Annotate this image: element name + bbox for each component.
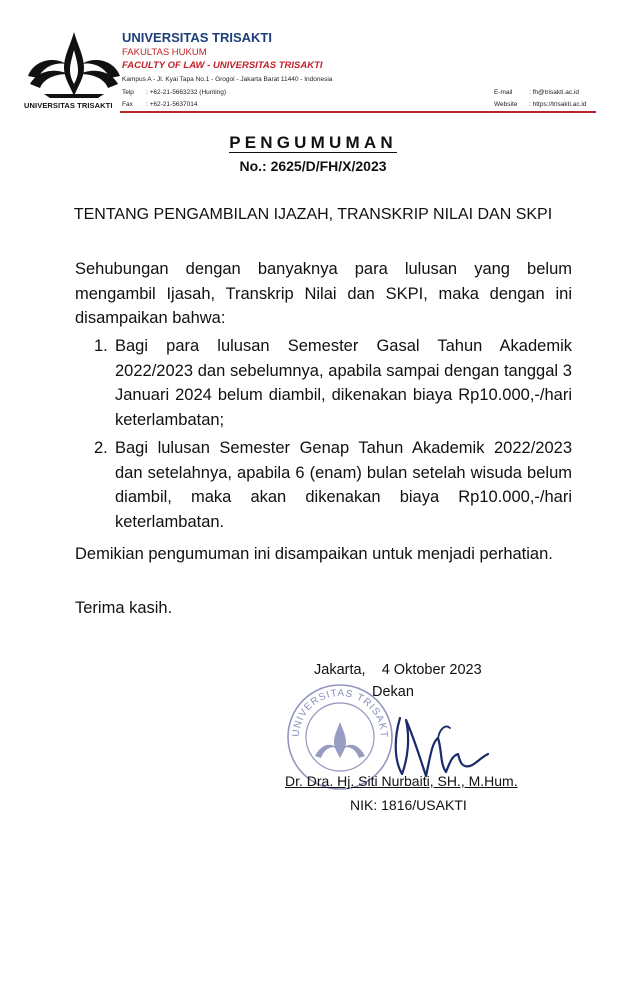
logo-caption: UNIVERSITAS TRISAKTI: [24, 101, 113, 110]
email-row: [494, 89, 579, 96]
phone-label: Telp: [122, 89, 134, 96]
phone-row: [122, 89, 226, 96]
signer-name: Dr. Dra. Hj. Siti Nurbaiti, SH., M.Hum.: [285, 773, 518, 789]
website-row: [494, 101, 586, 108]
fax-row: [122, 101, 198, 108]
thanks-line: Terima kasih.: [75, 599, 173, 617]
announcement-number: No.: 2625/D/FH/X/2023: [239, 158, 387, 174]
announcement-subject: TENTANG PENGAMBILAN IJAZAH, TRANSKRIP NILAI DAN SKPI: [73, 206, 553, 223]
title-text: PENGUMUMAN: [229, 133, 397, 152]
fax-label: Fax: [122, 101, 133, 108]
intro-paragraph: Sehubungan dengan banyaknya para lulusan yang belum mengambil Ijasah, Transkrip Nilai dan SKPI, maka dengan ini disampaikan bahwa:: [75, 260, 572, 327]
list-item-number: 2.: [94, 439, 108, 457]
list-item-text: Bagi lulusan Semester Genap Tahun Akademik 2022/2023 dan setelahnya, apabila 6 (enam) bulan setelah wisuda belum diambil, maka akan dikenakan biaya Rp10.000,-/hari keterlambatan.: [115, 439, 572, 531]
closing-paragraph: Demikian pengumuman ini disampaikan untuk menjadi perhatian.: [75, 545, 553, 563]
email-label: E-mail: [494, 89, 513, 96]
phone-value: : +62-21-5663232 (Hunting): [146, 89, 227, 96]
faculty-name-id: FAKULTAS HUKUM: [122, 47, 207, 58]
list-item-text: Bagi para lulusan Semester Gasal Tahun Akademik 2022/2023 dan sebelumnya, apabila sampai dengan tanggal 3 Januari 2024 belum diambil, dikenakan biaya Rp10.000,-/hari keterlambatan;: [115, 337, 572, 429]
university-name: UNIVERSITAS TRISAKTI: [122, 30, 272, 45]
place-date: Jakarta, 4 Oktober 2023: [314, 662, 482, 678]
website-value[interactable]: : https://trisakti.ac.id: [529, 101, 587, 108]
page-title: [0, 133, 626, 153]
website-label: Website: [494, 101, 518, 108]
stamp-text: UNIVERSITAS TRISAKT: [290, 687, 390, 739]
address: Kampus A - Jl. Kyai Tapa No.1 - Grogol - Jakarta Barat 11440 - Indonesia: [122, 76, 333, 83]
signer-nik: NIK: 1816/USAKTI: [350, 797, 467, 813]
fax-value: : +62-21-5637014: [146, 101, 198, 108]
letterhead-divider: [120, 111, 596, 113]
email-value[interactable]: : fh@trisakti.ac.id: [529, 89, 579, 96]
faculty-name-en: FACULTY OF LAW - UNIVERSITAS TRISAKTI: [122, 60, 323, 71]
list-item-number: 1.: [94, 337, 108, 355]
signer-position: Dekan: [372, 684, 414, 700]
university-logo-icon: [26, 30, 122, 100]
